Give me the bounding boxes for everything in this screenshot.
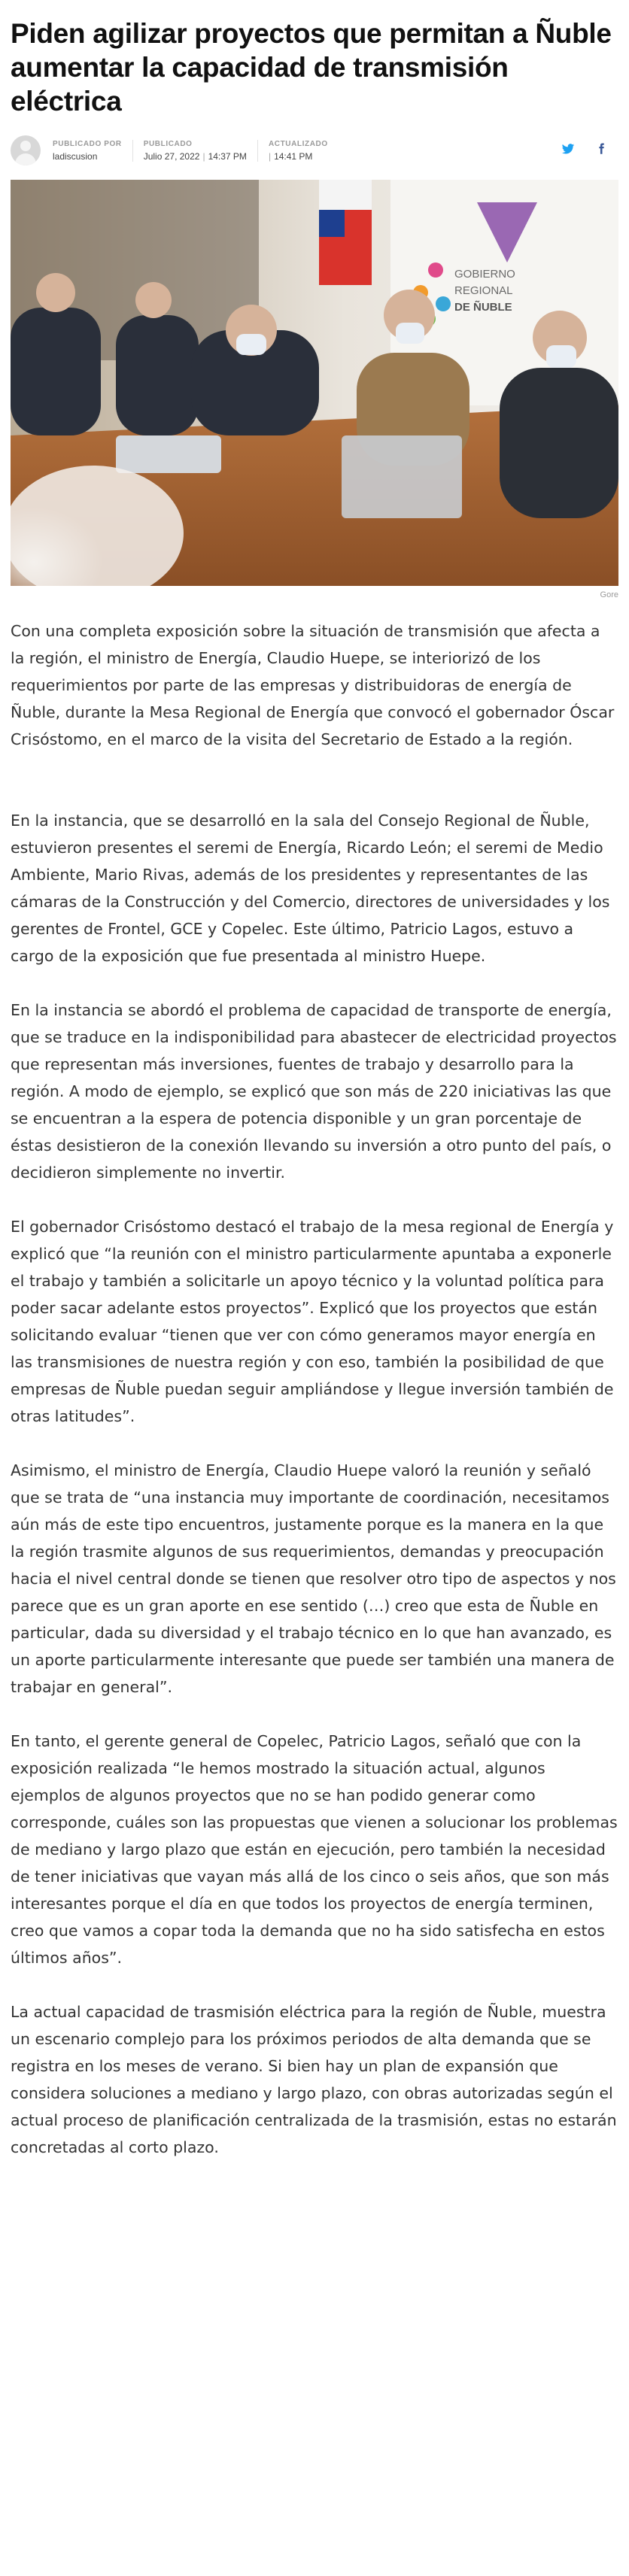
published-by-label: PUBLICADO POR: [53, 139, 122, 148]
article: [0, 17, 629, 2161]
article-image[interactable]: [11, 180, 618, 586]
meta-updated: [257, 140, 339, 162]
author-avatar[interactable]: [11, 135, 41, 165]
meta-author: [41, 140, 132, 162]
image-caption: Gore: [600, 590, 618, 599]
share-buttons: [561, 142, 608, 156]
article-paragraph: Con una completa exposición sobre la situación de transmisión que afecta a la región, el ministro de Energía, Claudio Huepe, se interiorizó de los requerimientos por parte de las empresas y distribuidoras de energía de Ñuble, durante la Mesa Regional de Energía que convocó el gobernador Óscar Crisóstomo, en el marco de la visita del Secretario de Estado a la región.: [11, 622, 615, 748]
updated-time: 14:41 PM: [274, 150, 313, 162]
meta-published: [132, 140, 257, 162]
article-paragraph: En la instancia se abordó el problema de capacidad de transporte de energía, que se traduce en la indisponibilidad para abastecer de electricidad proyectos que representan más inversiones, fuentes de trabajo y desarrollo para la región. A modo de ejemplo, se explicó que son más de 220 iniciativas las que se encuentran a la espera de potencia disponible y un gran porcentaje de éstas desistieron de la conexión llevando su inversión a otro punto del país, o decidieron simplemente no invertir.: [11, 1001, 617, 1182]
banner-line-2: REGIONAL: [454, 284, 513, 297]
article-paragraph: Asimismo, el ministro de Energía, Claudio Huepe valoró la reunión y señaló que se trata de “una instancia muy importante de coordinación, necesitamos aún más de este tipo encuentros, justamente porque es la manera en la que la región trasmite algunos de sus requerimientos, demandas y preocupación hacia el nivel central donde se tienen que resolver otro tipo de aspectos y nos parece que es un gran aporte en ese sentido (…) creo que esta de Ñuble en particular, dada su diversidad y el trabajo técnico en lo que han avanzado, es un aporte particularmente interesante que puede ser también una manera de trabajar en general”.: [11, 1461, 616, 1696]
article-title: Piden agilizar proyectos que permitan a Ñuble aumentar la capacidad de transmisión eléctrica: [11, 18, 612, 117]
article-paragraph: En la instancia, que se desarrolló en la sala del Consejo Regional de Ñuble, estuvieron presentes el seremi de Energía, Ricardo León; el seremi de Medio Ambiente, Mario Rivas, además de los presidentes y representantes de las cámaras de la Construcción y del Comercio, directores de universidades y los gerentes de Frontel, GCE y Copelec. Este último, Patricio Lagos, estuvo a cargo de la exposición que fue presentada al ministro Huepe.: [11, 812, 610, 965]
article-meta: [11, 133, 618, 168]
banner-line-1: GOBIERNO: [454, 268, 515, 281]
updated-label: ACTUALIZADO: [268, 139, 328, 148]
published-datetime: Julio 27, 2022 | 14:37 PM: [143, 150, 247, 162]
facebook-icon[interactable]: [594, 142, 608, 156]
author-name[interactable]: ladiscusion: [53, 150, 98, 162]
published-label: PUBLICADO: [143, 139, 193, 148]
article-paragraph: El gobernador Crisóstomo destacó el trabajo de la mesa regional de Energía y explicó que “la reunión con el ministro particularmente apuntaba a exponerle el trabajo y también a solicitarle un apoyo técnico y la voluntad política para poder sacar adelante estos proyectos”. Explicó que los proyectos que están solicitando evaluar “tienen que ver con cómo generamos mayor energía en las transmisiones de nuestra región y con eso, también la posibilidad de que empresas de Ñuble puedan seguir ampliándose y llegue inversión también de otras latitudes”.: [11, 1218, 614, 1425]
published-time: 14:37 PM: [208, 150, 247, 162]
meeting-photo: [11, 180, 618, 586]
updated-datetime: | 14:41 PM: [268, 150, 313, 162]
twitter-icon[interactable]: [561, 142, 575, 156]
banner-line-3: DE ÑUBLE: [454, 301, 512, 314]
published-date: Julio 27, 2022: [143, 150, 200, 162]
article-paragraph: La actual capacidad de trasmisión eléctrica para la región de Ñuble, muestra un escenario complejo para los próximos periodos de alta demanda que se registra en los meses de verano. Si bien hay un plan de expansión que considera soluciones a mediano y largo plazo, con obras autorizadas según el actual proceso de planificación centralizada de la trasmisión, estas no estarán concretadas al corto plazo.: [11, 2003, 617, 2156]
article-paragraph: En tanto, el gerente general de Copelec, Patricio Lagos, señaló que con la exposición realizada “le hemos mostrado la situación actual, algunos ejemplos de algunos proyectos que no se han podido generar como corresponde, cuáles son las propuestas que vienen a solucionar los problemas de mediano y largo plazo que están en ejecución, pero también la necesidad de tener iniciativas que vayan más allá de los cinco o seis años, que son más interesantes porque el día en que todos los proyectos de energía terminen, creo que vamos a copar toda la demanda que no ha sido satisfecha en estos últimos años”.: [11, 1732, 618, 1967]
